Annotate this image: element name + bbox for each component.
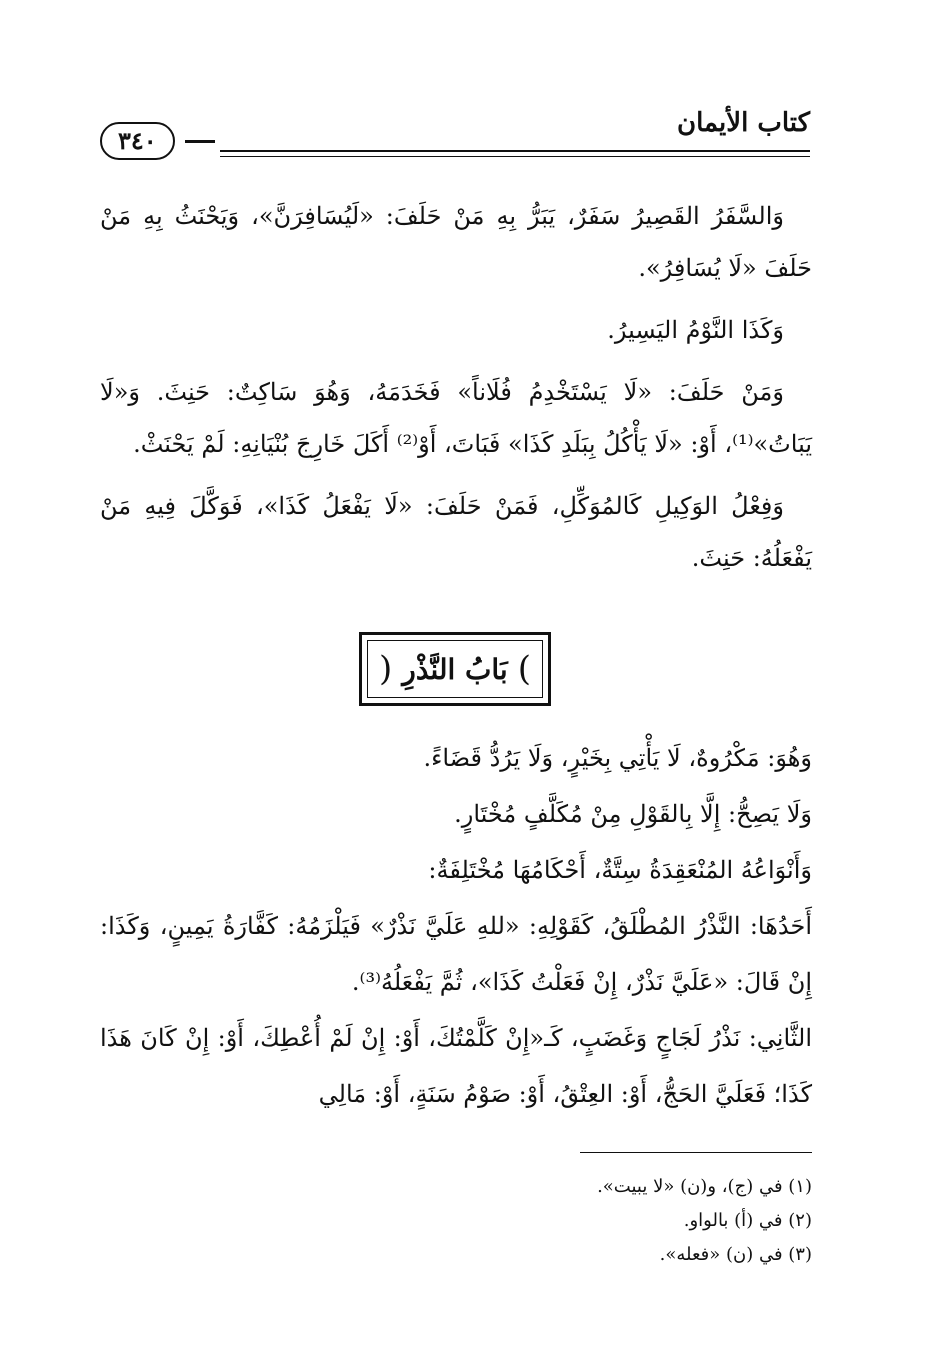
bracket-left: ( — [379, 649, 393, 689]
paragraph: وَفِعْلُ الوَكِيلِ كَالمُوَكِّلِ، فَمَنْ حَلَفَ: «لَا يَفْعَلُ كَذَا»، فَوَكَّلَ فِيهِ مَنْ يَفْعَلُهُ: حَنِثَ. — [100, 492, 812, 572]
page-number: ٣٤٠ — [100, 122, 175, 160]
book-title: كتاب الأيمان — [676, 108, 810, 138]
footnote: (٢) في (أ) بالواو. — [683, 1210, 812, 1231]
bracket-right: ) — [517, 649, 531, 689]
chapter-heading-inner — [367, 640, 543, 698]
paragraph: وَهُوَ: مَكْرُوهٌ، لَا يَأْتِي بِخَيْرٍ، وَلَا يَرُدُّ قَضَاءً. — [423, 744, 812, 772]
chapter-heading-box — [359, 632, 551, 706]
paragraph: وَمَنْ حَلَفَ: «لَا يَسْتَخْدِمُ فُلَاناً» فَخَدَمَهُ، وَهُوَ سَاكِتٌ: حَنِثَ. وَ«لَا يَبَاتُ»⁽¹⁾، أَوْ: «لَا يَأْكُلُ بِبَلَدِ كَذَا» فَبَاتَ، أَوْ⁽²⁾ أَكَلَ خَارِجَ بُنْيَانِهِ: لَمْ يَحْنَثْ. — [100, 378, 812, 458]
header-rule — [220, 150, 810, 152]
paragraph: وَأَنْوَاعُهُ المُنْعَقِدَةُ سِتَّةٌ، أَحْكَامُهَا مُخْتَلِفَةٌ: — [428, 856, 812, 884]
footnote-divider — [580, 1152, 812, 1153]
footnotes — [440, 1170, 812, 1272]
page-header — [100, 108, 810, 168]
paragraph: وَلَا يَصِحُّ: إِلَّا بِالقَوْلِ مِنْ مُكَلَّفٍ مُخْتَارٍ. — [454, 800, 812, 828]
paragraph: الثَّانِي: نَذْرُ لَجَاجٍ وَغَضَبٍ، كَـ«إِنْ كَلَّمْتُكَ، أَوْ: إِنْ لَمْ أُعْطِكَ، أَوْ: إِنْ كَانَ هَذَا كَذَا؛ فَعَلَيَّ الحَجُّ، أَوْ: العِتْقُ، أَوْ: صَوْمُ سَنَةٍ، أَوْ: مَالِي — [100, 1024, 812, 1108]
header-rule-thin — [220, 156, 810, 157]
header-dash — [185, 140, 215, 143]
page-number-badge — [100, 122, 215, 160]
chapter-text — [100, 730, 812, 1122]
main-text — [100, 190, 812, 594]
paragraph: وَالسَّفَرُ القَصِيرُ سَفَرٌ، يَبَرُّ بِهِ مَنْ حَلَفَ: «لَيُسَافِرَنَّ»، وَيَحْنَثُ بِهِ مَنْ حَلَفَ «لَا يُسَافِرُ». — [100, 202, 812, 282]
chapter-title: بَابُ النَّذْرِ — [402, 652, 508, 686]
footnote: (١) في (ج)، و(ن) «لا يبيت». — [597, 1176, 812, 1197]
paragraph: أَحَدُهَا: النَّذْرُ المُطْلَقُ، كَقَوْلِهِ: «للهِ عَلَيَّ نَذْرٌ» فَيَلْزَمُهُ: كَفَّارَةُ يَمِينٍ، وَكَذَا: إِنْ قَالَ: «عَلَيَّ نَذْرٌ، إِنْ فَعَلْتُ كَذَا»، ثُمَّ يَفْعَلُهُ⁽³⁾. — [100, 912, 812, 996]
footnote: (٣) في (ن) «فعله». — [659, 1244, 812, 1265]
paragraph: وَكَذَا النَّوْمُ اليَسِيرُ. — [607, 316, 784, 344]
